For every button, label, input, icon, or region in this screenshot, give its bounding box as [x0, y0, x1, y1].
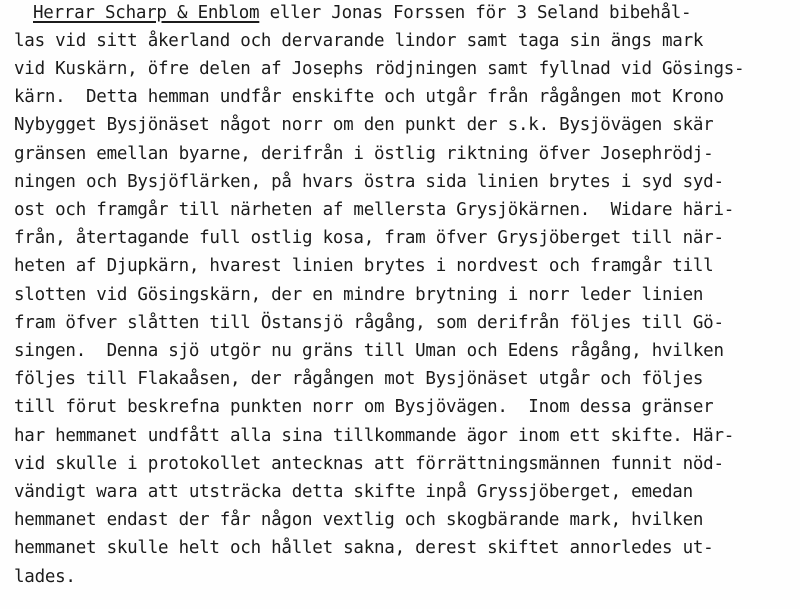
text-line-20: hemmanet skulle helt och hållet sakna, derest skiftet annorledes ut-	[14, 538, 714, 558]
text-line-17: vid skulle i protokollet antecknas att förrättningsmännen funnit nöd-	[14, 454, 724, 474]
text-line-6: gränsen emellan byarne, derifrån i östlig riktning öfver Josephrödj-	[14, 144, 714, 164]
text-line-1	[33, 1, 691, 25]
text-line-1-rest: eller Jonas Forssen för 3 Seland bibehål-	[259, 3, 692, 23]
text-line-8: ost och framgår till närheten af mellersta Grysjökärnen. Widare häri-	[14, 200, 735, 220]
text-line-4: kärn. Detta hemman undfår enskifte och utgår från rågången mot Krono	[14, 87, 724, 107]
text-line-19: hemmanet endast der får någon vextlig och skogbärande mark, hvilken	[14, 510, 704, 530]
text-line-18: vändigt wara att utsträcka detta skifte inpå Gryssjöberget, emedan	[14, 482, 693, 502]
text-line-11: slotten vid Gösingskärn, der en mindre brytning i norr leder linien	[14, 285, 704, 305]
text-line-15: till förut beskrefna punkten norr om Bysjövägen. Inom dessa gränser	[14, 397, 714, 417]
underlined-names: Herrar Scharp & Enblom	[33, 3, 260, 23]
text-line-16: har hemmanet undfått alla sina tillkommande ägor inom ett skifte. Här-	[14, 426, 735, 446]
text-line-21: lades.	[14, 567, 76, 587]
text-line-3: vid Kuskärn, öfre delen af Josephs rödjningen samt fyllnad vid Gösings-	[14, 59, 745, 79]
text-line-2: las vid sitt åkerland och dervarande lindor samt taga sin ängs mark	[14, 31, 704, 51]
text-line-12: fram öfver slåtten till Östansjö rågång, som derifrån följes till Gö-	[14, 313, 724, 333]
text-line-13: singen. Denna sjö utgör nu gräns till Uman och Edens rågång, hvilken	[14, 341, 724, 361]
text-line-14: följes till Flakaåsen, der rågången mot Bysjönäset utgår och följes	[14, 369, 704, 389]
text-line-5: Nybygget Bysjönäset något norr om den punkt der s.k. Bysjövägen skär	[14, 115, 714, 135]
text-line-9: från, återtagande full ostlig kosa, fram öfver Grysjöberget till när-	[14, 228, 724, 248]
text-line-10: heten af Djupkärn, hvarest linien brytes i nordvest och framgår till	[14, 256, 714, 276]
text-line-7: ningen och Bysjöflärken, på hvars östra sida linien brytes i syd syd-	[14, 172, 724, 192]
